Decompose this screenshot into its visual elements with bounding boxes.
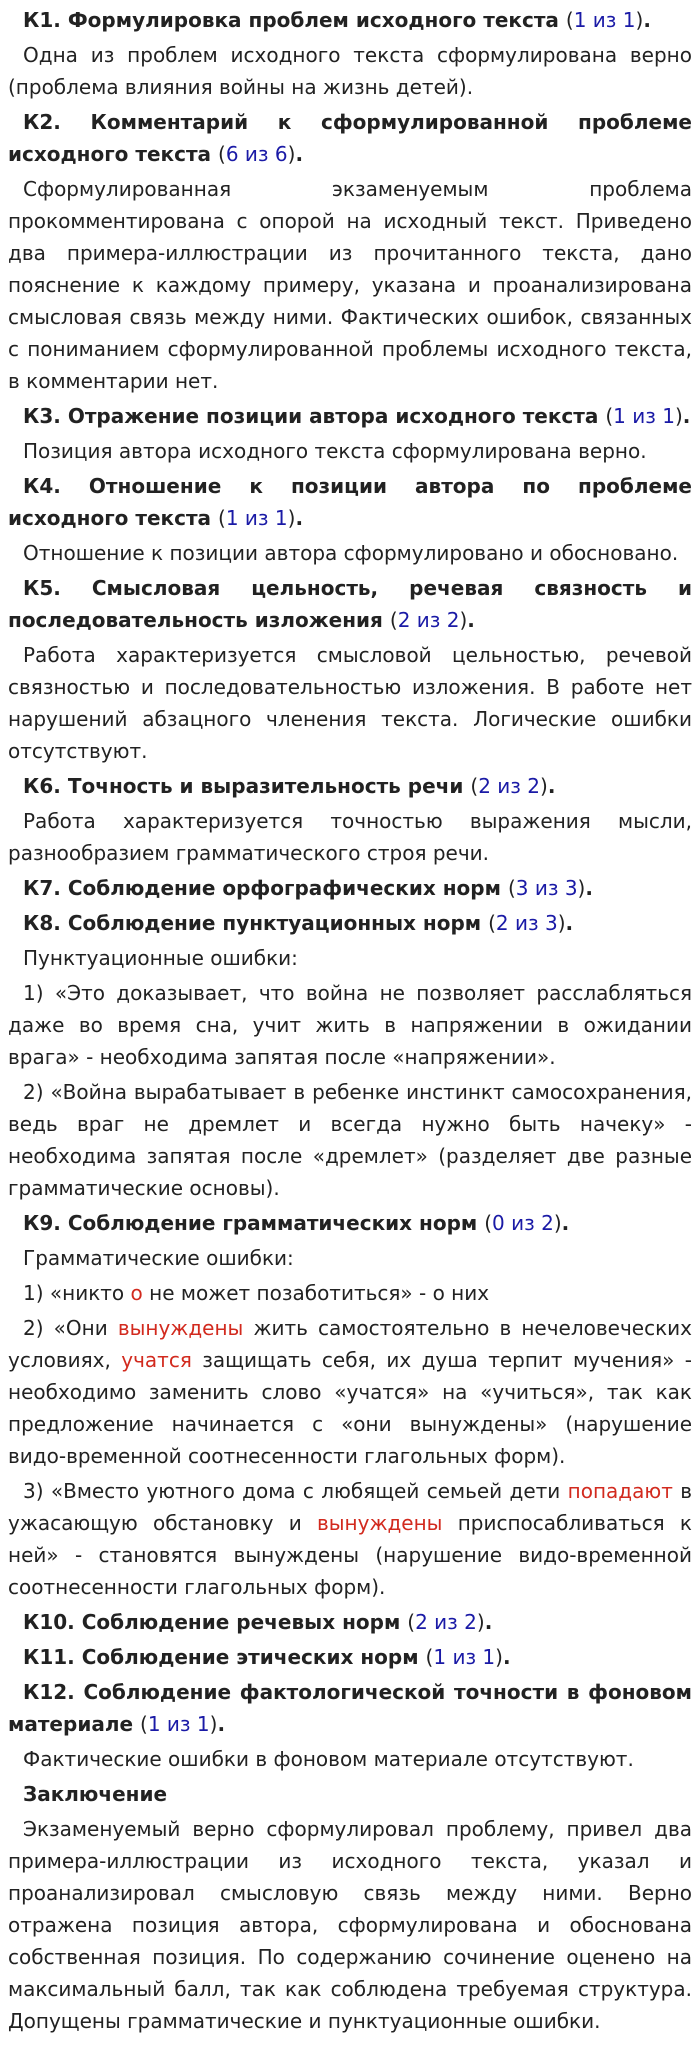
score-value: 3 из 3 bbox=[515, 876, 578, 900]
criterion-title: К2. Комментарий к сформулированной проблеме исходного текста bbox=[8, 110, 692, 166]
text-run: Пунктуационные ошибки: bbox=[23, 946, 298, 970]
criterion-title: Заключение bbox=[23, 1782, 168, 1806]
body-paragraph bbox=[8, 639, 692, 767]
text-run: не может позаботиться» - о них bbox=[142, 1281, 490, 1305]
criterion-title: К12. Соблюдение фактологической точности в фоновом материале bbox=[8, 1680, 692, 1736]
error-highlight: вынуждены bbox=[316, 1511, 443, 1535]
score-paren: (1 из 1) bbox=[218, 506, 296, 530]
body-paragraph bbox=[8, 1475, 692, 1603]
score-value: 1 из 1 bbox=[147, 1712, 210, 1736]
text-run: Работа характеризуется смысловой цельностью, речевой связностью и последовательностью изложения. В работе нет нарушений абзацного членения текста. Логические ошибки отсутствуют. bbox=[8, 643, 692, 763]
criterion-title: К7. Соблюдение орфографических норм bbox=[23, 876, 501, 900]
text-run: 2) «Они bbox=[23, 1316, 118, 1340]
criterion-heading bbox=[8, 1778, 692, 1810]
criterion-heading: К3. Отражение позиции автора исходного текста (1 из 1). bbox=[23, 404, 691, 428]
error-highlight: учатся bbox=[121, 1348, 192, 1372]
criterion-heading: К6. Точность и выразительность речи (2 из 2). bbox=[23, 774, 556, 798]
score-value: 1 из 1 bbox=[573, 8, 636, 32]
score-paren: (1 из 1) bbox=[425, 1645, 503, 1669]
body-paragraph bbox=[8, 1076, 692, 1204]
criterion-heading: К11. Соблюдение этических норм (1 из 1). bbox=[23, 1645, 511, 1669]
score-value: 2 из 2 bbox=[415, 1610, 477, 1634]
score-paren: (0 из 2) bbox=[484, 1211, 562, 1235]
body-paragraph bbox=[8, 173, 692, 397]
criterion-title: К1. Формулировка проблем исходного текста bbox=[23, 8, 559, 32]
body-paragraph bbox=[8, 805, 692, 869]
score-value: 1 из 1 bbox=[433, 1645, 496, 1669]
body-paragraph bbox=[8, 977, 692, 1073]
score-paren: (2 из 2) bbox=[407, 1610, 485, 1634]
criterion-title: К8. Соблюдение пунктуационных норм bbox=[23, 911, 482, 935]
score-value: 2 из 2 bbox=[478, 774, 540, 798]
score-value: 6 из 6 bbox=[225, 142, 288, 166]
text-run: защищать себя, их душа терпит мучения» - необходимо заменить слово «учатся» на «учиться», так как предложение начинается с «они вынуждены» (нарушение видо-временной соотнесенности глагольных форм). bbox=[8, 1348, 692, 1468]
criterion-title: К5. Смысловая цельность, речевая связность и последовательность изложения bbox=[8, 576, 692, 632]
body-paragraph bbox=[8, 435, 692, 467]
text-run: Фактические ошибки в фоновом материале отсутствуют. bbox=[23, 1747, 634, 1771]
body-paragraph bbox=[8, 1813, 692, 2037]
criterion-title: К9. Соблюдение грамматических норм bbox=[23, 1211, 478, 1235]
criterion-heading: К4. Отношение к позиции автора по проблеме исходного текста (1 из 1). bbox=[8, 474, 692, 530]
score-value: 2 из 3 bbox=[495, 911, 558, 935]
text-run: Экзаменуемый верно сформулировал проблему, привел два примера-иллюстрации из исходного текста, указал и проанализировал смысловую связь между ними. Верно отражена позиция автора, сформулирована и обоснована собственная позиция. По содержанию сочинение оценено на максимальный балл, так как соблюдена требуемая структура. Допущены грамматические и пунктуационные ошибки. bbox=[8, 1817, 692, 2033]
score-paren: (2 из 3) bbox=[488, 911, 566, 935]
text-run: жить самостоятельно в нечеловеческих условиях, bbox=[8, 1316, 692, 1372]
score-value: 0 из 2 bbox=[492, 1211, 554, 1235]
error-highlight: попадают bbox=[567, 1479, 673, 1503]
score-paren: (3 из 3) bbox=[507, 876, 586, 900]
text-run: в ужасающую обстановку и bbox=[8, 1479, 692, 1535]
criterion-heading: К10. Соблюдение речевых норм (2 из 2). bbox=[23, 1610, 493, 1634]
error-highlight: вынуждены bbox=[117, 1316, 244, 1340]
criterion-title: К6. Точность и выразительность речи bbox=[23, 774, 464, 798]
criterion-title: К11. Соблюдение этических норм bbox=[23, 1645, 419, 1669]
text-run: Сформулированная экзаменуемым проблема прокомментирована с опорой на исходный текст. Приведено два примера-иллюстрации из прочитанного текста, дано пояснение к каждому примеру, указана и проанализирована смысловая связь между ними. Фактических ошибок, связанных с пониманием сформулированной проблемы исходного текста, в комментарии нет. bbox=[8, 177, 692, 393]
body-paragraph bbox=[8, 942, 692, 974]
score-paren: (1 из 1) bbox=[565, 8, 644, 32]
text-run: приспосабливаться к ней» - становятся вынуждены (нарушение видо-временной соотнесенности глагольных форм). bbox=[8, 1511, 693, 1599]
criterion-heading: К8. Соблюдение пунктуационных норм (2 из 3). bbox=[23, 911, 574, 935]
text-run: 2) «Война вырабатывает в ребенке инстинкт самосохранения, ведь враг не дремлет и всегда нужно быть начеку» - необходима запятая после «дремлет» (разделяет две разные грамматические основы). bbox=[8, 1080, 692, 1200]
criterion-title: К3. Отражение позиции автора исходного текста bbox=[23, 404, 599, 428]
text-run: Грамматические ошибки: bbox=[23, 1246, 294, 1270]
criterion-heading: К5. Смысловая цельность, речевая связность и последовательность изложения (2 из 2). bbox=[8, 576, 692, 632]
text-run: 3) «Вместо уютного дома с любящей семьей дети bbox=[23, 1479, 568, 1503]
score-paren: (2 из 2) bbox=[470, 774, 548, 798]
text-run: 1) «никто bbox=[23, 1281, 131, 1305]
text-run: 1) «Это доказывает, что война не позволяет расслабляться даже во время сна, учит жить в напряжении в ожидании врага» - необходима запятая после «напряжении». bbox=[8, 981, 692, 1069]
criterion-title: К10. Соблюдение речевых норм bbox=[23, 1610, 401, 1634]
text-run: Отношение к позиции автора сформулировано и обосновано. bbox=[23, 541, 679, 565]
score-paren: (1 из 1) bbox=[140, 1712, 218, 1736]
score-value: 1 из 1 bbox=[225, 506, 288, 530]
criterion-heading: К2. Комментарий к сформулированной проблеме исходного текста (6 из 6). bbox=[8, 110, 692, 166]
score-paren: (6 из 6) bbox=[218, 142, 296, 166]
text-run: Одна из проблем исходного текста сформулирована верно (проблема влияния войны на жизнь детей). bbox=[8, 43, 692, 99]
error-highlight: о bbox=[130, 1281, 143, 1305]
score-paren: (2 из 2) bbox=[389, 608, 468, 632]
text-run: Работа характеризуется точностью выражения мысли, разнообразием грамматического строя речи. bbox=[8, 809, 692, 865]
body-paragraph bbox=[8, 537, 692, 569]
criterion-heading: К9. Соблюдение грамматических норм (0 из 2). bbox=[23, 1211, 570, 1235]
body-paragraph bbox=[8, 1277, 692, 1309]
criterion-heading: К1. Формулировка проблем исходного текста (1 из 1). bbox=[23, 8, 651, 32]
criterion-title: К4. Отношение к позиции автора по проблеме исходного текста bbox=[8, 474, 692, 530]
body-paragraph bbox=[8, 39, 692, 103]
body-paragraph bbox=[8, 1743, 692, 1775]
criterion-heading: К12. Соблюдение фактологической точности в фоновом материале (1 из 1). bbox=[8, 1680, 692, 1736]
body-paragraph bbox=[8, 1312, 692, 1472]
score-value: 1 из 1 bbox=[613, 404, 675, 428]
text-run: Позиция автора исходного текста сформулирована верно. bbox=[23, 439, 647, 463]
score-paren: (1 из 1) bbox=[605, 404, 683, 428]
criterion-heading: К7. Соблюдение орфографических норм (3 из 3). bbox=[23, 876, 593, 900]
body-paragraph bbox=[8, 1242, 692, 1274]
score-value: 2 из 2 bbox=[397, 608, 460, 632]
